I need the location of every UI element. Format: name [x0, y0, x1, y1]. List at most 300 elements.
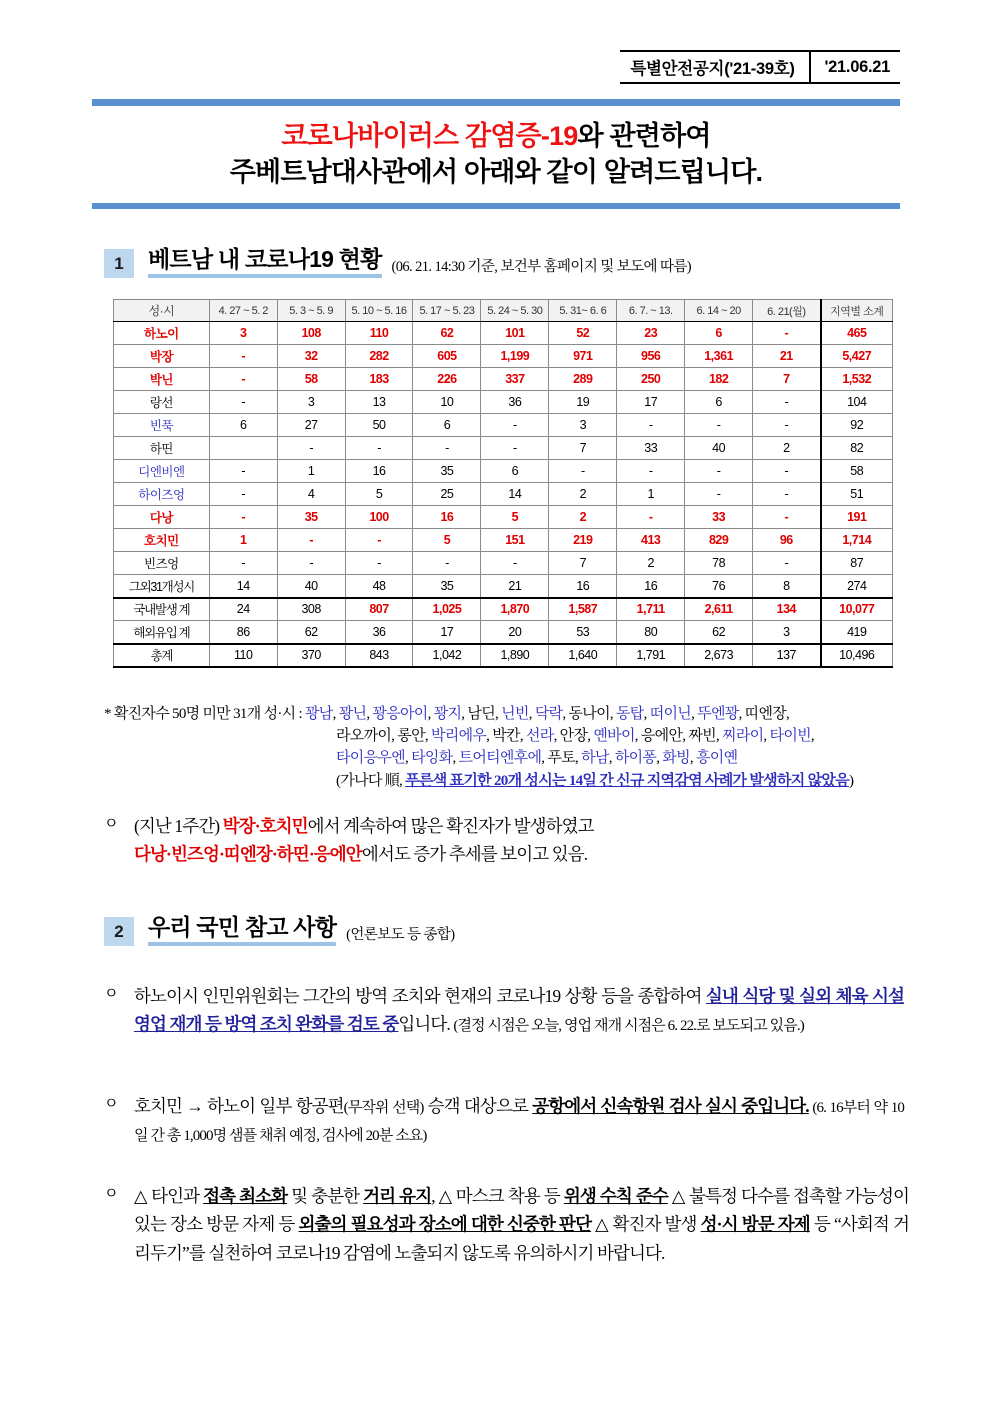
province-no-local-case: 동탑 — [616, 706, 644, 722]
footnote-provinces-2 — [336, 728, 814, 744]
table-cell: 25 — [413, 483, 481, 506]
table-summary-cell: 110 — [209, 644, 277, 667]
table-cell: 183 — [345, 368, 413, 391]
province-no-local-case: 닌빈 — [501, 706, 529, 722]
table-summary-row — [114, 621, 893, 644]
table-cell: 58 — [277, 368, 345, 391]
table-summary-cell: 24 — [209, 598, 277, 621]
table-row — [114, 575, 893, 598]
province-no-local-case: 타잉화 — [411, 750, 453, 767]
province-name: , — [587, 728, 594, 745]
province-name: , — [786, 706, 790, 722]
province-name: , — [427, 706, 434, 722]
table-summary-label: 국내발생 계 — [114, 598, 210, 621]
table-summary-cell: 62 — [277, 621, 345, 644]
table-cell: 10 — [413, 391, 481, 414]
table-cell: - — [481, 414, 549, 437]
table-col-header: 6. 7. ~ 13. — [617, 300, 685, 322]
province-name: , — [391, 728, 398, 745]
province-no-local-case: 흥이옌 — [696, 750, 738, 767]
table-cell: 33 — [617, 437, 685, 460]
province-name: 롱안 — [397, 728, 425, 745]
province-name: , — [486, 728, 493, 745]
table-cell: - — [209, 552, 277, 575]
table-cell: - — [277, 529, 345, 552]
table-cell: - — [753, 483, 821, 506]
body-text: , △ 마스크 착용 등 — [431, 1186, 564, 1206]
section-2-number: 2 — [104, 917, 134, 946]
table-cell: 7 — [549, 437, 617, 460]
province-no-local-case: 옌바이 — [593, 728, 635, 745]
table-summary-cell: 807 — [345, 598, 413, 621]
table-summary-cell: 1,890 — [481, 644, 549, 667]
table-row-label: 호치민 — [114, 529, 210, 552]
table-col-header: 5. 3 ~ 5. 9 — [277, 300, 345, 322]
footnote-order-prefix: (가나다 順, — [336, 772, 406, 789]
province-name: 박칸 — [492, 728, 520, 745]
table-cell: 2 — [549, 483, 617, 506]
table-cell: 219 — [549, 529, 617, 552]
table-summary-row — [114, 644, 893, 667]
table-summary-cell: 1,791 — [617, 644, 685, 667]
table-row — [114, 345, 893, 368]
table-cell: 21 — [481, 575, 549, 598]
footnote-lead: * 확진자수 50명 미만 31개 성·시 : — [104, 706, 306, 722]
province-name: , — [763, 728, 770, 745]
table-header-row — [114, 300, 893, 322]
province-name: 남딘 — [467, 706, 495, 722]
table-cell: 16 — [345, 460, 413, 483]
table-cell: 52 — [549, 322, 617, 345]
emphasis-bold-underline: 외출의 필요성과 장소에 대한 신중한 판단 — [298, 1214, 592, 1235]
table-summary-cell: 1,640 — [549, 644, 617, 667]
table-cell: 3 — [277, 391, 345, 414]
table-footnote — [104, 703, 904, 792]
emphasis-bold-underline: 위생 수칙 준수 — [563, 1186, 668, 1206]
section-2-header — [104, 914, 454, 946]
emphasis-red: 다낭·빈즈엉·띠엔장·하띤·응에안 — [134, 844, 362, 865]
body-text: 및 충분한 — [287, 1186, 364, 1206]
table-col-header: 6. 21(월) — [753, 300, 821, 322]
table-cell — [209, 437, 277, 460]
body-text: 하노이시 인민위원회는 그간의 방역 조치와 현재의 코로나19 상황 등을 종합하여 — [134, 986, 706, 1006]
table-summary-cell: 1,870 — [481, 598, 549, 621]
province-name: , — [519, 728, 526, 745]
table-cell: 282 — [345, 345, 413, 368]
table-row — [114, 368, 893, 391]
table-cell: 27 — [277, 414, 345, 437]
table-cell: 35 — [277, 506, 345, 529]
title-rule-top — [92, 99, 900, 106]
table-cell: 101 — [481, 322, 549, 345]
province-name: 띠엔장 — [744, 706, 787, 722]
bullet-marker: ㅇ — [104, 1186, 118, 1202]
table-cell: 21 — [753, 345, 821, 368]
table-cell: - — [617, 414, 685, 437]
table-cell: 182 — [685, 368, 753, 391]
covid-status-table — [113, 299, 893, 668]
table-cell: 50 — [345, 414, 413, 437]
table-row — [114, 552, 893, 575]
table-row — [114, 414, 893, 437]
table-row — [114, 529, 893, 552]
emphasis-bold-underline: 거리 유지 — [363, 1186, 432, 1206]
table-cell: - — [617, 506, 685, 529]
province-name: 푸토 — [547, 750, 575, 767]
table-cell: 1,199 — [481, 345, 549, 368]
table-cell: - — [209, 460, 277, 483]
table-cell: 3 — [209, 322, 277, 345]
table-cell: 5 — [481, 506, 549, 529]
province-name: , — [715, 728, 723, 745]
table-cell: 13 — [345, 391, 413, 414]
table-cell: 36 — [481, 391, 549, 414]
emphasis-bold-underline: 공항에서 신속항원 검사 실시 중입니다. — [532, 1096, 809, 1116]
table-cell: 6 — [209, 414, 277, 437]
table-cell: 6 — [685, 322, 753, 345]
table-cell: - — [617, 460, 685, 483]
table-summary-cell: 86 — [209, 621, 277, 644]
section-1-number: 1 — [104, 249, 134, 278]
body-text: △ 불특정 다수를 접촉할 가능성이 있는 장소 방문 자제 등 — [134, 1186, 910, 1235]
table-row — [114, 506, 893, 529]
province-name: , — [461, 706, 468, 722]
table-cell: - — [277, 552, 345, 575]
table-cell: 7 — [549, 552, 617, 575]
table-cell: 76 — [685, 575, 753, 598]
table-cell: 605 — [413, 345, 481, 368]
table-cell: 17 — [617, 391, 685, 414]
table-cell: 1 — [277, 460, 345, 483]
province-no-local-case: 꽝닌 — [338, 706, 367, 722]
province-name: , — [609, 706, 616, 722]
table-cell: 971 — [549, 345, 617, 368]
table-cell: 289 — [549, 368, 617, 391]
province-no-local-case: 선라 — [525, 728, 554, 745]
table-row-total: 191 — [821, 506, 893, 529]
province-no-local-case: 꽝남 — [305, 706, 333, 722]
table-cell: - — [685, 414, 753, 437]
table-summary-cell: 3 — [753, 621, 821, 644]
province-no-local-case: 찌라이 — [722, 728, 764, 745]
table-row-label: 디엔비엔 — [114, 460, 210, 483]
province-name: , — [634, 728, 641, 745]
table-cell: 14 — [209, 575, 277, 598]
province-no-local-case: 트어티엔후에 — [458, 750, 542, 767]
table-row-total: 274 — [821, 575, 893, 598]
table-summary-total: 10,496 — [821, 644, 893, 667]
table-cell: 2 — [617, 552, 685, 575]
table-cell: 1 — [209, 529, 277, 552]
section-1-note: (06. 21. 14:30 기준, 보건부 홈페이지 및 보도에 따름) — [391, 259, 691, 276]
province-name: , — [424, 728, 431, 745]
footnote-line-4 — [104, 770, 904, 792]
body-text: 등 “사회적 거리두기”를 실천하여 코로나19 감염에 노출되지 않도록 유의하시기 바랍니다. — [134, 1214, 909, 1263]
table-summary-cell: 1,025 — [413, 598, 481, 621]
table-cell: 1 — [617, 483, 685, 506]
table-summary-label: 총계 — [114, 644, 210, 667]
table-cell: 3 — [549, 414, 617, 437]
table-cell: 100 — [345, 506, 413, 529]
table-row-label: 빈즈엉 — [114, 552, 210, 575]
table-cell: 110 — [345, 322, 413, 345]
province-no-local-case: 하이퐁 — [614, 750, 657, 767]
province-name: , — [528, 706, 535, 722]
table-cell: - — [753, 322, 821, 345]
province-no-local-case: 타이응우엔 — [336, 750, 405, 767]
table-row-label: 다낭 — [114, 506, 210, 529]
table-summary-cell: 2,611 — [685, 598, 753, 621]
table-cell: 6 — [685, 391, 753, 414]
table-cell: - — [413, 552, 481, 575]
table-summary-cell: 20 — [481, 621, 549, 644]
section-2-note: (언론보도 등 종합) — [346, 927, 455, 944]
body-text: 승객 대상으로 — [423, 1096, 533, 1116]
province-name: , — [541, 750, 548, 767]
table-summary-cell: 370 — [277, 644, 345, 667]
table-row-label: 하띤 — [114, 437, 210, 460]
footnote-order-suffix: ) — [848, 772, 854, 789]
table-summary-label: 해외유입 계 — [114, 621, 210, 644]
footnote-provinces-3 — [336, 750, 737, 766]
table-cell: 33 — [685, 506, 753, 529]
table-col-header: 지역별 소계 — [821, 300, 893, 322]
table-cell: - — [209, 345, 277, 368]
table-cell: 16 — [617, 575, 685, 598]
province-name: , — [553, 728, 560, 745]
table-cell: - — [685, 460, 753, 483]
document-title-block — [92, 99, 900, 209]
table-cell: 7 — [753, 368, 821, 391]
table-summary-cell: 134 — [753, 598, 821, 621]
table-col-header: 5. 10 ~ 5. 16 — [345, 300, 413, 322]
table-row-label: 하이즈엉 — [114, 483, 210, 506]
table-row — [114, 460, 893, 483]
province-no-local-case: 화빙 — [662, 750, 690, 767]
table-row-total: 1,532 — [821, 368, 893, 391]
table-summary-cell: 2,673 — [685, 644, 753, 667]
body-text: 에서도 증가 추세를 보이고 있음. — [361, 844, 588, 865]
table-row-total: 465 — [821, 322, 893, 345]
province-name: , — [332, 706, 339, 722]
table-summary-row — [114, 598, 893, 621]
table-cell: - — [209, 483, 277, 506]
province-name: 안장 — [559, 728, 588, 745]
parenthetical-note: (결정 시점은 오늘, 영업 재개 시점은 6. 22.로 보도되고 있음.) — [453, 1018, 804, 1035]
body-text: 에서 계속하여 많은 확진자가 발생하였고 — [307, 816, 594, 836]
bullet-safety-guidelines — [104, 1182, 909, 1267]
footnote-line-3 — [104, 747, 904, 769]
table-cell: 151 — [481, 529, 549, 552]
province-no-local-case: 떠이닌 — [649, 706, 692, 722]
table-row-total: 58 — [821, 460, 893, 483]
table-cell: 40 — [685, 437, 753, 460]
province-name: , — [810, 728, 814, 745]
section-1-title: 베트남 내 코로나19 현황 — [148, 246, 382, 272]
footnote-line-2 — [104, 725, 904, 747]
table-cell: 250 — [617, 368, 685, 391]
table-cell: 62 — [413, 322, 481, 345]
table-cell: 78 — [685, 552, 753, 575]
title-line-1 — [92, 119, 900, 155]
table-row-label: 박장 — [114, 345, 210, 368]
body-text: 호치민 → 하노이 일부 항공편 — [134, 1096, 344, 1116]
table-cell: 108 — [277, 322, 345, 345]
province-name: 짜빈 — [688, 728, 716, 745]
table-cell: - — [753, 414, 821, 437]
province-name: , — [608, 750, 615, 767]
footnote-blue-note: 푸른색 표기한 20개 성시는 14일 간 신규 지역감염 사례가 발생하지 않았음 — [405, 772, 849, 789]
bullet-hanoi-measures-text — [104, 982, 904, 1039]
table-cell: 2 — [753, 437, 821, 460]
table-row-total: 92 — [821, 414, 893, 437]
notice-date: '21.06.21 — [824, 57, 890, 76]
bullet-marker: ㅇ — [104, 986, 118, 1002]
table-cell: 40 — [277, 575, 345, 598]
table-cell: - — [753, 460, 821, 483]
table-row — [114, 322, 893, 345]
table-row-total: 5,427 — [821, 345, 893, 368]
province-name: , — [495, 706, 502, 722]
province-no-local-case: 꽝지 — [433, 706, 462, 722]
province-name: , — [691, 706, 698, 722]
table-cell: 413 — [617, 529, 685, 552]
table-summary-cell: 62 — [685, 621, 753, 644]
table-col-header: 5. 24 ~ 5. 30 — [481, 300, 549, 322]
table-cell: 48 — [345, 575, 413, 598]
parenthetical-note: (무작위 선택) — [343, 1100, 424, 1116]
table-cell: - — [277, 437, 345, 460]
province-name: , — [656, 750, 663, 767]
table-cell: 23 — [617, 322, 685, 345]
province-no-local-case: 뚜엔꽝 — [697, 706, 739, 722]
table-row — [114, 391, 893, 414]
table-row-total: 1,714 — [821, 529, 893, 552]
title-line-2: 주베트남대사관에서 아래와 같이 알려드립니다. — [229, 156, 763, 187]
province-name: , — [562, 706, 569, 722]
emphasis-bold-underline: 접촉 최소화 — [203, 1186, 288, 1206]
province-name: , — [366, 706, 373, 722]
table-cell: 1,361 — [685, 345, 753, 368]
table-cell: 6 — [481, 460, 549, 483]
table-cell: - — [209, 391, 277, 414]
table-cell: - — [481, 437, 549, 460]
section-1-header — [104, 246, 691, 278]
province-name: , — [689, 750, 696, 767]
body-text: △ 타인과 — [134, 1186, 204, 1206]
table-cell: 35 — [413, 575, 481, 598]
table-cell: 14 — [481, 483, 549, 506]
table-cell: - — [685, 483, 753, 506]
table-summary-cell: 308 — [277, 598, 345, 621]
province-name: , — [575, 750, 582, 767]
table-cell: - — [481, 552, 549, 575]
table-row-total: 104 — [821, 391, 893, 414]
province-no-local-case: 타이빈 — [769, 728, 811, 745]
notice-number: 특별안전공지('21-39호) — [620, 52, 810, 82]
table-cell: 5 — [345, 483, 413, 506]
table-cell: - — [209, 506, 277, 529]
table-cell: 96 — [753, 529, 821, 552]
emphasis-blue-underline: 실내 식당 및 실외 체육 시설 영업 재개 등 방역 조치 완화를 검토 중 — [134, 986, 905, 1035]
table-summary-cell: 36 — [345, 621, 413, 644]
covid-status-table-wrap — [113, 299, 893, 668]
title-highlight: 코로나바이러스 감염증-19 — [281, 121, 578, 151]
table-summary-cell: 80 — [617, 621, 685, 644]
table-col-header: 5. 17 ~ 5. 23 — [413, 300, 481, 322]
table-cell: - — [209, 368, 277, 391]
table-cell: 5 — [413, 529, 481, 552]
body-text: △ 확진자 발생 — [591, 1214, 701, 1235]
bullet-weekly-summary — [104, 812, 914, 869]
table-cell: 35 — [413, 460, 481, 483]
bullet-hanoi-measures — [104, 982, 904, 1039]
table-cell: 32 — [277, 345, 345, 368]
province-name: , — [682, 728, 689, 745]
title-line-1-rest: 와 관련하여 — [577, 121, 711, 151]
province-name: , — [738, 706, 745, 722]
footnote-line-1 — [104, 703, 904, 725]
bullet-weekly-summary-text — [104, 812, 914, 869]
table-row-total: 82 — [821, 437, 893, 460]
province-name: , — [643, 706, 650, 722]
table-row-label: 하노이 — [114, 322, 210, 345]
table-row-label: 그외31개성시 — [114, 575, 210, 598]
table-row — [114, 483, 893, 506]
table-summary-cell: 1,042 — [413, 644, 481, 667]
province-name: 동나이 — [568, 706, 610, 722]
table-col-header: 4. 27 ~ 5. 2 — [209, 300, 277, 322]
bullet-marker: ㅇ — [104, 1096, 118, 1112]
table-cell: - — [753, 552, 821, 575]
table-cell: 829 — [685, 529, 753, 552]
province-no-local-case: 박리에우 — [430, 728, 487, 745]
bullet-airport-testing-text — [104, 1092, 904, 1149]
table-row-label: 빈푹 — [114, 414, 210, 437]
table-summary-cell: 53 — [549, 621, 617, 644]
parenthetical-note: (6. 16부터 약 10일 간 총 1,000명 샘플 채취 예정, 검사에 20분 소요) — [134, 1100, 904, 1145]
table-cell: - — [413, 437, 481, 460]
table-summary-cell: 17 — [413, 621, 481, 644]
table-cell: 956 — [617, 345, 685, 368]
table-cell: - — [753, 391, 821, 414]
body-text: (지난 1주간) — [134, 816, 223, 836]
table-summary-total: 419 — [821, 621, 893, 644]
table-col-header: 6. 14 ~ 20 — [685, 300, 753, 322]
title-rule-bottom — [92, 203, 900, 209]
table-row-total: 51 — [821, 483, 893, 506]
province-no-local-case: 하남 — [581, 750, 609, 767]
table-row-total: 87 — [821, 552, 893, 575]
table-cell: - — [345, 437, 413, 460]
province-name: , — [404, 750, 412, 767]
table-cell: 4 — [277, 483, 345, 506]
province-name: 라오까이 — [336, 728, 392, 745]
bullet-safety-guidelines-text — [104, 1182, 909, 1267]
table-row-label: 박닌 — [114, 368, 210, 391]
bullet-marker: ㅇ — [104, 816, 118, 832]
table-cell: 337 — [481, 368, 549, 391]
table-cell: 8 — [753, 575, 821, 598]
province-no-local-case: 닥락 — [534, 706, 563, 722]
table-cell: 16 — [413, 506, 481, 529]
table-row-label: 랑선 — [114, 391, 210, 414]
section-2-title: 우리 국민 참고 사항 — [148, 914, 337, 940]
table-cell: 226 — [413, 368, 481, 391]
table-summary-cell: 137 — [753, 644, 821, 667]
province-name: , — [452, 750, 459, 767]
table-summary-cell: 1,587 — [549, 598, 617, 621]
